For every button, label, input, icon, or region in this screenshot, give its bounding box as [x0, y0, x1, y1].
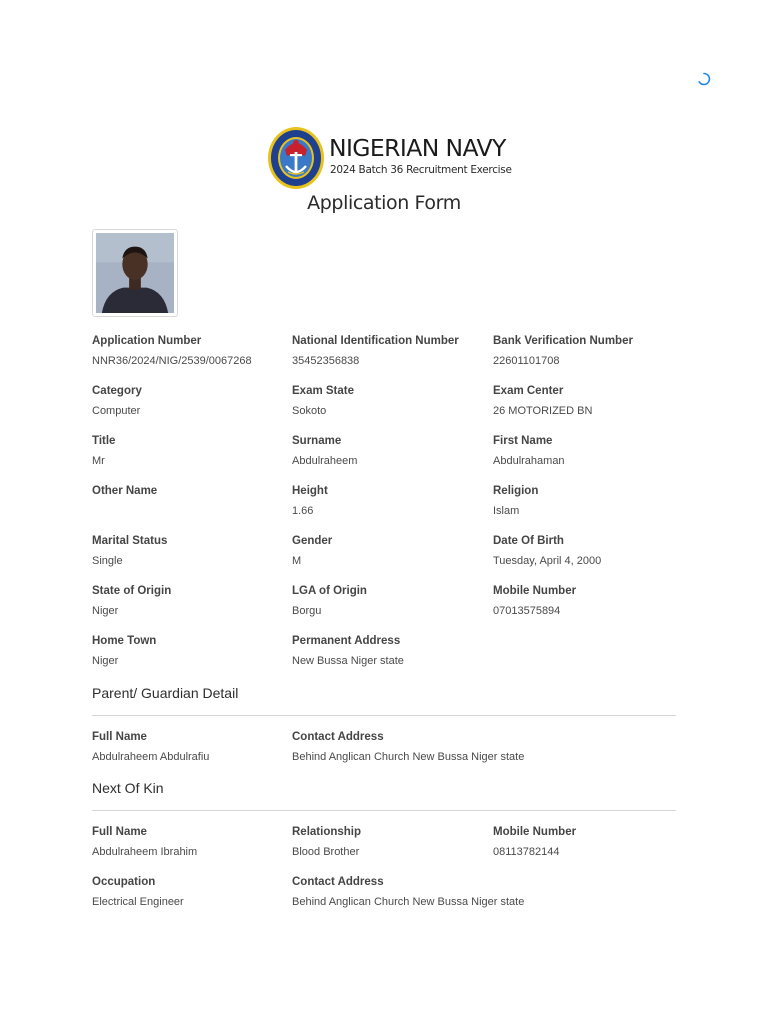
page-title: Application Form — [307, 192, 461, 214]
field-label: Religion — [493, 485, 539, 497]
logo-subtitle: 2024 Batch 36 Recruitment Exercise — [330, 164, 512, 176]
field-label: Category — [92, 385, 142, 397]
field-label: Permanent Address — [292, 635, 401, 647]
field-value: Niger — [92, 605, 119, 617]
field-nin — [292, 334, 487, 369]
person-photo-image — [96, 233, 174, 313]
field-value: 07013575894 — [493, 605, 561, 617]
field-gender — [292, 534, 487, 569]
field-state-of-origin — [92, 584, 287, 619]
passport-photo — [92, 229, 178, 317]
field-value: Abdulraheem Ibrahim — [92, 846, 198, 858]
navy-seal-emblem — [267, 126, 325, 190]
field-value: Islam — [493, 505, 520, 517]
field-permanent-address — [292, 634, 487, 669]
field-label: First Name — [493, 435, 553, 447]
loading-spinner-icon — [697, 72, 711, 86]
field-value: 26 MOTORIZED BN — [493, 405, 593, 417]
section-divider — [92, 715, 676, 716]
field-value: Electrical Engineer — [92, 896, 184, 908]
field-label: Exam State — [292, 385, 355, 397]
field-guardian-contact-address — [292, 730, 652, 765]
section-title-guardian: Parent/ Guardian Detail — [92, 685, 239, 701]
field-label: Title — [92, 435, 116, 447]
field-label: Contact Address — [292, 731, 384, 743]
field-value: Computer — [92, 405, 141, 417]
logo-title: NIGERIAN NAVY — [329, 134, 506, 162]
field-home-town — [92, 634, 287, 669]
field-label: Occupation — [92, 876, 156, 888]
navy-logo — [265, 124, 511, 192]
field-label: Gender — [292, 535, 333, 547]
field-value: Niger — [92, 655, 119, 667]
field-label: Mobile Number — [493, 826, 577, 838]
field-value: Mr — [92, 455, 105, 467]
field-value: M — [292, 555, 302, 567]
field-lga-of-origin — [292, 584, 487, 619]
field-mobile-number — [493, 584, 688, 619]
field-label: Exam Center — [493, 385, 564, 397]
field-date-of-birth — [493, 534, 688, 569]
field-value: Behind Anglican Church New Bussa Niger state — [292, 751, 525, 763]
field-marital-status — [92, 534, 287, 569]
field-kin-relationship — [292, 825, 487, 860]
field-title — [92, 434, 287, 469]
field-category — [92, 384, 287, 419]
field-value — [92, 504, 287, 519]
section-divider — [92, 810, 676, 811]
field-bvn — [493, 334, 688, 369]
field-kin-contact-address — [292, 875, 652, 910]
field-value: Behind Anglican Church New Bussa Niger state — [292, 896, 525, 908]
field-value: Abdulraheem — [292, 455, 358, 467]
field-label: Mobile Number — [493, 585, 577, 597]
field-value: 35452356838 — [292, 355, 360, 367]
field-value: Blood Brother — [292, 846, 360, 858]
field-label: National Identification Number — [292, 335, 459, 347]
field-kin-mobile-number — [493, 825, 688, 860]
field-value: Abdulrahaman — [493, 455, 565, 467]
field-label: Full Name — [92, 731, 147, 743]
field-exam-center — [493, 384, 688, 419]
field-label: Marital Status — [92, 535, 168, 547]
field-first-name — [493, 434, 688, 469]
field-label: Home Town — [92, 635, 157, 647]
field-value: Borgu — [292, 605, 322, 617]
field-label: Full Name — [92, 826, 147, 838]
field-religion — [493, 484, 688, 519]
field-value: Sokoto — [292, 405, 327, 417]
field-application-number — [92, 334, 287, 369]
field-height — [292, 484, 487, 519]
field-kin-occupation — [92, 875, 287, 910]
field-label: Application Number — [92, 335, 202, 347]
field-label: Other Name — [92, 485, 158, 497]
field-value: Abdulraheem Abdulrafiu — [92, 751, 210, 763]
field-value: Single — [92, 555, 123, 567]
field-label: Surname — [292, 435, 342, 447]
field-value: New Bussa Niger state — [292, 655, 404, 667]
field-value: 1.66 — [292, 505, 314, 517]
field-other-name — [92, 484, 287, 519]
field-label: Relationship — [292, 826, 362, 838]
field-label: State of Origin — [92, 585, 172, 597]
field-kin-full-name — [92, 825, 287, 860]
field-value: 22601101708 — [493, 355, 560, 367]
field-label: LGA of Origin — [292, 585, 367, 597]
field-value: Tuesday, April 4, 2000 — [493, 555, 602, 567]
field-label: Height — [292, 485, 328, 497]
field-exam-state — [292, 384, 487, 419]
field-guardian-full-name — [92, 730, 287, 765]
field-value: NNR36/2024/NIG/2539/0067268 — [92, 355, 252, 367]
field-label: Contact Address — [292, 876, 384, 888]
section-title-next-of-kin: Next Of Kin — [92, 780, 164, 796]
field-surname — [292, 434, 487, 469]
field-label: Date Of Birth — [493, 535, 564, 547]
field-label: Bank Verification Number — [493, 335, 633, 347]
field-value: 08113782144 — [493, 846, 560, 858]
